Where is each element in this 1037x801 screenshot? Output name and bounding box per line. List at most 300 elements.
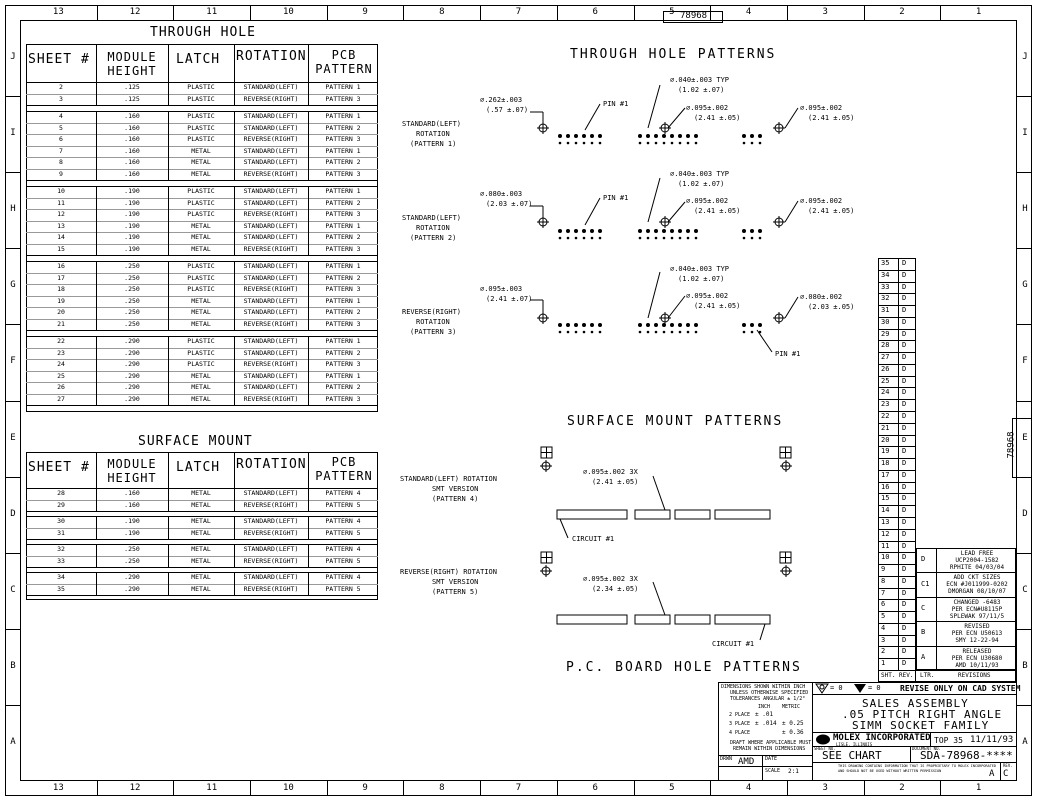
cell-sheet: 23 <box>57 348 65 357</box>
revision-letter: D <box>921 555 926 564</box>
cell-module-height: .160 <box>124 146 140 155</box>
sheet-index-number: 34 <box>881 270 890 279</box>
tb-t2i: ± .01 <box>755 711 774 718</box>
hole-dot <box>751 142 754 145</box>
cell-sheet: 18 <box>57 285 65 293</box>
cell-latch: PLASTIC <box>187 262 215 270</box>
p1-name3: (PATTERN 1) <box>410 140 457 148</box>
cell-pcb-pattern: PATTERN 2 <box>325 273 361 282</box>
tb-company: MOLEX INCORPORATED <box>833 733 931 743</box>
surface-mount-title: SURFACE MOUNT <box>138 434 253 449</box>
hole-dot <box>654 134 658 138</box>
sheet-index-rev: D <box>902 565 907 574</box>
hole-dot <box>559 237 562 240</box>
cell-latch: METAL <box>191 584 211 593</box>
sheet-index-number: 4 <box>881 623 886 632</box>
cell-rotation: STANDARD(LEFT) <box>243 273 299 282</box>
tb-date-label: DATE <box>765 756 778 762</box>
tb-unless: UNLESS OTHERWISE SPECIFIED <box>730 690 809 696</box>
p3-name1: REVERSE(RIGHT) <box>402 308 462 316</box>
p4-circuit: CIRCUIT #1 <box>572 535 615 543</box>
tb-scale: 2:1 <box>788 768 799 775</box>
cell-latch: PLASTIC <box>187 360 215 368</box>
p5-name2: SMT VERSION <box>432 578 479 586</box>
cell-pcb-pattern: PATTERN 1 <box>325 146 361 155</box>
cell-rotation: STANDARD(LEFT) <box>243 123 299 132</box>
cell-module-height: .190 <box>124 210 140 218</box>
cell-pcb-pattern: PATTERN 1 <box>325 112 361 120</box>
cell-latch: METAL <box>191 517 211 525</box>
revision-description-line: REVISED <box>964 623 990 631</box>
sheet-index-rev: D <box>902 541 907 550</box>
p1-name1: STANDARD(LEFT) <box>402 120 462 128</box>
hole-dot <box>695 331 698 334</box>
p1-name2: ROTATION <box>416 130 450 138</box>
hole-dot <box>575 331 578 334</box>
cell-rotation: STANDARD(LEFT) <box>243 262 299 270</box>
p1-hole-mm: (.57 ±.07) <box>486 106 529 114</box>
tb-t2: 2 PLACE <box>729 712 751 718</box>
sheet-index-rev: D <box>902 506 907 515</box>
cell-pcb-pattern: PATTERN 1 <box>325 187 361 195</box>
cell-rotation: STANDARD(LEFT) <box>243 337 299 345</box>
hole-dot <box>559 142 562 145</box>
hole-dot <box>655 142 658 145</box>
hole-dot <box>743 142 746 145</box>
tb-t3m: ± 0.25 <box>782 720 804 727</box>
tb-doc-label: DOCUMENT NO. <box>912 746 941 751</box>
p5-dim: ⌀.095±.002 3X <box>583 575 638 583</box>
p3-pitch-mm: (2.41 ±.05) <box>694 302 741 310</box>
cell-sheet: 7 <box>59 146 63 155</box>
p5-name1: REVERSE(RIGHT) ROTATION <box>400 568 497 576</box>
p1-right-mm: (2.41 ±.05) <box>808 114 855 122</box>
pattern-3-graphic <box>530 272 798 352</box>
tb-draft2: REMAIN WITHIN DIMENSIONS <box>733 746 806 752</box>
cell-sheet: 31 <box>57 528 65 537</box>
cell-module-height: .190 <box>124 244 140 253</box>
hole-dot <box>750 323 754 327</box>
cell-latch: METAL <box>191 500 211 509</box>
zone-col-label: 2 <box>899 783 905 793</box>
cell-latch: PLASTIC <box>187 83 215 91</box>
th-header-rotation: ROTATION <box>236 49 307 64</box>
rev-header-desc: REVISIONS <box>958 672 991 679</box>
cell-latch: METAL <box>191 244 211 253</box>
cell-pcb-pattern: PATTERN 4 <box>325 573 361 581</box>
p2-hole-mm: (2.03 ±.07) <box>486 200 533 208</box>
cell-latch: PLASTIC <box>187 135 215 143</box>
hole-dot <box>662 134 666 138</box>
zone-row-label: F <box>10 356 16 367</box>
th-header-pcb: PCB PATTERN <box>315 48 373 76</box>
cell-module-height: .290 <box>124 383 140 391</box>
cell-module-height: .160 <box>124 500 140 509</box>
zone-col-label: 13 <box>52 783 64 793</box>
cell-module-height: .290 <box>124 360 140 368</box>
revision-letter: A <box>921 652 926 661</box>
cell-pcb-pattern: PATTERN 5 <box>325 556 361 565</box>
sheet-index-rev: D <box>902 400 907 409</box>
cell-module-height: .290 <box>124 348 140 357</box>
p3-hole: ⌀.095±.003 <box>480 285 523 293</box>
revision-description-line: CHANGED -6483 <box>953 598 1001 606</box>
cell-sheet: 8 <box>59 158 63 166</box>
zone-col-label: 5 <box>669 7 675 17</box>
cell-module-height: .250 <box>124 556 140 565</box>
cell-pcb-pattern: PATTERN 1 <box>325 296 361 305</box>
cell-module-height: .125 <box>124 94 140 103</box>
zone-col-label: 1 <box>975 783 982 793</box>
cell-rotation: REVERSE(RIGHT) <box>243 210 299 218</box>
hole-dot <box>591 331 594 334</box>
hole-dot <box>638 134 642 138</box>
pattern-4-graphic <box>540 447 792 538</box>
hole-dot <box>582 323 586 327</box>
cell-latch: PLASTIC <box>187 285 215 293</box>
cell-latch: PLASTIC <box>187 94 215 103</box>
cell-pcb-pattern: PATTERN 5 <box>325 528 361 537</box>
cell-pcb-pattern: PATTERN 5 <box>325 500 361 509</box>
sheet-index-rev: D <box>902 388 907 397</box>
hole-dot <box>758 229 762 233</box>
sheet-index-number: 12 <box>881 529 890 538</box>
cell-sheet: 29 <box>57 500 65 509</box>
hole-dot <box>743 237 746 240</box>
sm-header-sheet: SHEET # <box>28 460 90 475</box>
sheet-index-number: 32 <box>881 294 890 303</box>
p2-pitch-mm: (2.41 ±.05) <box>694 207 741 215</box>
zone-row-label: I <box>1022 128 1028 139</box>
cell-rotation: STANDARD(LEFT) <box>243 187 299 195</box>
hole-dot <box>686 323 690 327</box>
cell-latch: PLASTIC <box>187 112 215 120</box>
hole-dot <box>639 331 642 334</box>
cell-rotation: STANDARD(LEFT) <box>243 545 299 553</box>
hole-dot <box>638 323 642 327</box>
tb-t4m: ± 0.36 <box>782 729 804 736</box>
sheet-index-number: 23 <box>881 400 890 409</box>
hole-dot <box>671 142 674 145</box>
cell-module-height: .190 <box>124 187 140 195</box>
cell-rotation: STANDARD(LEFT) <box>243 573 299 581</box>
hole-dot <box>687 331 690 334</box>
zone-row-label: A <box>1022 736 1028 747</box>
zone-col-label: 2 <box>899 7 905 17</box>
hole-dot <box>575 237 578 240</box>
zone-row-label: F <box>1022 356 1028 367</box>
revision-letter: C1 <box>921 579 930 588</box>
hole-dot <box>679 237 682 240</box>
zone-row-label: I <box>10 128 16 139</box>
cell-sheet: 9 <box>59 169 63 178</box>
hole-dot <box>655 331 658 334</box>
cell-pcb-pattern: PATTERN 2 <box>325 348 361 357</box>
hole-dot <box>598 323 602 327</box>
sheet-index-rev: D <box>902 576 907 585</box>
p1-typ-mm: (1.02 ±.07) <box>678 86 725 94</box>
cell-rotation: REVERSE(RIGHT) <box>243 169 299 178</box>
p1-pitch: ⌀.095±.002 <box>686 104 729 112</box>
cell-sheet: 3 <box>59 94 63 103</box>
hole-dot <box>647 142 650 145</box>
revisions-block <box>916 548 1016 670</box>
revision-description-line: AMD 10/11/93 <box>955 661 999 669</box>
cell-rotation: STANDARD(LEFT) <box>243 383 299 391</box>
cell-pcb-pattern: PATTERN 4 <box>325 517 361 525</box>
cell-sheet: 20 <box>57 308 65 316</box>
pattern-2-graphic <box>530 178 798 228</box>
rev-header-sht: SHT. <box>881 672 896 679</box>
cell-sheet: 13 <box>57 221 65 230</box>
cell-pcb-pattern: PATTERN 2 <box>325 233 361 241</box>
pcb-patterns-title: P.C. BOARD HOLE PATTERNS <box>566 660 802 675</box>
sheet-index-number: 7 <box>881 588 886 597</box>
hole-dot <box>679 142 682 145</box>
p3-pitch: ⌀.095±.002 <box>686 292 729 300</box>
sheet-index-rev: D <box>902 317 907 326</box>
sheet-index-rev: D <box>902 529 907 538</box>
zone-col-label: 3 <box>822 7 828 17</box>
hole-dot <box>582 134 586 138</box>
cell-sheet: 14 <box>57 233 65 241</box>
rev-header-ltr: LTR. <box>920 672 935 679</box>
cell-latch: METAL <box>191 489 211 497</box>
cell-module-height: .160 <box>124 489 140 497</box>
sheet-index-rev: D <box>902 447 907 456</box>
cell-sheet: 34 <box>57 573 65 581</box>
cell-rotation: REVERSE(RIGHT) <box>243 94 299 103</box>
hole-dot <box>695 237 698 240</box>
tb-sheet: SEE CHART <box>822 749 882 762</box>
zone-col-label: 5 <box>669 783 675 793</box>
p4-dim-mm: (2.41 ±.05) <box>592 478 639 486</box>
cell-module-height: .125 <box>124 83 140 91</box>
sheet-index-number: 19 <box>881 447 890 456</box>
cell-rotation: STANDARD(LEFT) <box>243 296 299 305</box>
cell-sheet: 25 <box>57 371 65 380</box>
cell-latch: PLASTIC <box>187 210 215 218</box>
pattern-1-graphic <box>530 85 798 134</box>
tb-title2: .05 PITCH RIGHT ANGLE <box>842 708 1003 721</box>
cell-module-height: .250 <box>124 545 140 553</box>
cell-pcb-pattern: PATTERN 3 <box>325 319 361 328</box>
p4-dim: ⌀.095±.002 3X <box>583 468 638 476</box>
p2-pin: PIN #1 <box>603 194 629 202</box>
sheet-index-number: 6 <box>881 600 886 609</box>
cell-latch: METAL <box>191 383 211 391</box>
tb-revise: REVISE ONLY ON CAD SYSTEM <box>900 684 1021 693</box>
cell-rotation: REVERSE(RIGHT) <box>243 360 299 368</box>
hole-dot <box>742 134 746 138</box>
cell-latch: METAL <box>191 146 211 155</box>
revision-description-line: ADD CKT SIZES <box>953 574 1001 582</box>
cell-rotation: STANDARD(LEFT) <box>243 112 299 120</box>
cell-pcb-pattern: PATTERN 2 <box>325 383 361 391</box>
hole-dot <box>663 331 666 334</box>
sheet-index-rev: D <box>902 588 907 597</box>
tb-draw-label: DRWN <box>720 756 733 762</box>
cell-sheet: 4 <box>59 112 63 120</box>
hole-dot <box>678 229 682 233</box>
hole-dot <box>759 237 762 240</box>
cell-pcb-pattern: PATTERN 2 <box>325 158 361 166</box>
sheet-index-number: 16 <box>881 482 890 491</box>
zone-col-label: 10 <box>283 7 294 17</box>
hole-dot <box>582 229 586 233</box>
cell-rotation: STANDARD(LEFT) <box>243 158 299 166</box>
smt-patterns-title: SURFACE MOUNT PATTERNS <box>567 414 784 429</box>
hole-dot <box>671 331 674 334</box>
hole-dot <box>686 134 690 138</box>
p3-right: ⌀.080±.002 <box>800 293 843 301</box>
revision-description-line: PER ECN U30680 <box>951 654 1003 662</box>
cell-module-height: .250 <box>124 285 140 293</box>
tb-title1: SALES ASSEMBLY <box>862 697 969 710</box>
cell-module-height: .290 <box>124 394 140 403</box>
revision-letter: B <box>921 628 926 637</box>
sheet-index-rev: D <box>902 435 907 444</box>
tb-draft: DRAFT WHERE APPLICABLE MUST <box>730 740 812 746</box>
zone-col-label: 9 <box>362 783 368 793</box>
hole-dot <box>590 229 594 233</box>
sheet-index-number: 13 <box>881 517 890 526</box>
hole-dot <box>670 323 674 327</box>
cell-sheet: 12 <box>57 210 65 218</box>
cell-sheet: 24 <box>57 360 65 368</box>
cell-pcb-pattern: PATTERN 2 <box>325 123 361 132</box>
p4-name2: SMT VERSION <box>432 485 479 493</box>
cell-sheet: 22 <box>57 337 65 345</box>
tb-title3: SIMM SOCKET FAMILY <box>852 719 990 732</box>
hole-dot <box>670 134 674 138</box>
zone-col-label: 4 <box>745 7 752 17</box>
p2-name1: STANDARD(LEFT) <box>402 214 462 222</box>
sheet-index-rev: D <box>902 329 907 338</box>
cell-pcb-pattern: PATTERN 2 <box>325 308 361 316</box>
cell-rotation: REVERSE(RIGHT) <box>243 135 299 143</box>
hole-dot <box>646 229 650 233</box>
hole-dot <box>694 323 698 327</box>
hole-dot <box>758 323 762 327</box>
hole-dot <box>646 323 650 327</box>
tb-t3i: ± .014 <box>755 720 777 727</box>
hole-dot <box>598 229 602 233</box>
hole-dot <box>678 323 682 327</box>
cell-rotation: REVERSE(RIGHT) <box>243 584 299 593</box>
p5-dim-mm: (2.34 ±.05) <box>592 585 639 593</box>
p3-hole-mm: (2.41 ±.07) <box>486 295 533 303</box>
zone-col-label: 12 <box>129 783 141 793</box>
sheet-index-rev: D <box>902 353 907 362</box>
cell-latch: METAL <box>191 528 211 537</box>
sheet-index-number: 10 <box>881 553 890 562</box>
zone-row-label: D <box>10 508 16 519</box>
p3-pin: PIN #1 <box>775 350 801 358</box>
cell-latch: PLASTIC <box>187 187 215 195</box>
revision-description-line: LEAD FREE <box>960 550 994 557</box>
tb-rev: C <box>1003 769 1009 779</box>
revision-description-line: SPLEWAK 97/11/5 <box>949 612 1005 620</box>
p2-typ: ⌀.040±.003 TYP <box>670 170 730 178</box>
tb-t4: 4 PLACE <box>729 730 751 736</box>
sheet-index-rev: D <box>902 600 907 609</box>
through-hole-title: THROUGH HOLE <box>150 25 256 40</box>
revision-description-line: RELEASED <box>962 647 992 655</box>
tb-tsize: TOP 35 <box>934 736 963 745</box>
sheet-index-number: 17 <box>881 470 890 479</box>
sheet-index-rev: D <box>902 517 907 526</box>
sheet-index-rev: D <box>902 341 907 350</box>
cell-rotation: REVERSE(RIGHT) <box>243 556 299 565</box>
hole-dot <box>558 134 562 138</box>
tb-metric: METRIC <box>782 704 801 710</box>
revision-description-line: ECN #J011999-0202 <box>946 581 1008 589</box>
molex-logo-icon <box>815 734 831 745</box>
cell-module-height: .160 <box>124 169 140 178</box>
sheet-index-rev: D <box>902 294 907 303</box>
cell-module-height: .290 <box>124 584 140 593</box>
hole-dot <box>742 323 746 327</box>
cell-pcb-pattern: PATTERN 1 <box>325 371 361 380</box>
cell-module-height: .160 <box>124 135 140 143</box>
tb-company-sub: LISLE, ILLINOIS <box>836 742 873 747</box>
sheet-index-rev: D <box>902 482 907 491</box>
hole-dot <box>583 142 586 145</box>
hole-dot <box>567 331 570 334</box>
sheet-index-number: 18 <box>881 459 890 468</box>
tb-size: A <box>989 769 995 779</box>
hole-dot <box>599 331 602 334</box>
p2-hole: ⌀.080±.003 <box>480 190 523 198</box>
hole-dot <box>646 134 650 138</box>
p3-right-mm: (2.03 ±.05) <box>808 303 855 311</box>
cell-latch: METAL <box>191 371 211 380</box>
hole-dot <box>591 237 594 240</box>
cell-module-height: .190 <box>124 233 140 241</box>
cell-sheet: 5 <box>59 123 63 132</box>
zone-row-label: C <box>1022 584 1028 595</box>
zone-col-label: 1 <box>975 7 982 17</box>
zone-row-label: C <box>10 584 16 595</box>
cell-rotation: REVERSE(RIGHT) <box>243 394 299 403</box>
cell-latch: METAL <box>191 169 211 178</box>
cell-pcb-pattern: PATTERN 1 <box>325 262 361 270</box>
tb-dims-note: DIMENSIONS SHOWN WITHIN INCH <box>721 684 806 690</box>
hole-dot <box>591 142 594 145</box>
zone-col-label: 10 <box>283 783 294 793</box>
th-header-sheet: SHEET # <box>28 52 90 67</box>
cell-module-height: .190 <box>124 198 140 207</box>
hole-dot <box>694 134 698 138</box>
sheet-index-number: 30 <box>881 317 890 326</box>
cell-module-height: .160 <box>124 123 140 132</box>
sheet-index-number: 8 <box>881 576 886 585</box>
tb-rev-label: REV. <box>1003 763 1013 768</box>
tb-sym1: = 0 <box>830 684 843 692</box>
cell-pcb-pattern: PATTERN 3 <box>325 169 361 178</box>
zone-col-label: 7 <box>515 7 522 17</box>
cell-rotation: STANDARD(LEFT) <box>243 233 299 241</box>
cell-latch: METAL <box>191 308 211 316</box>
cell-sheet: 26 <box>57 383 65 391</box>
p2-name3: (PATTERN 2) <box>410 234 457 242</box>
p2-pitch: ⌀.095±.002 <box>686 197 729 205</box>
sheet-index-rev: D <box>902 364 907 373</box>
cell-module-height: .250 <box>124 273 140 282</box>
cell-rotation: REVERSE(RIGHT) <box>243 244 299 253</box>
p3-typ: ⌀.040±.003 TYP <box>670 265 730 273</box>
